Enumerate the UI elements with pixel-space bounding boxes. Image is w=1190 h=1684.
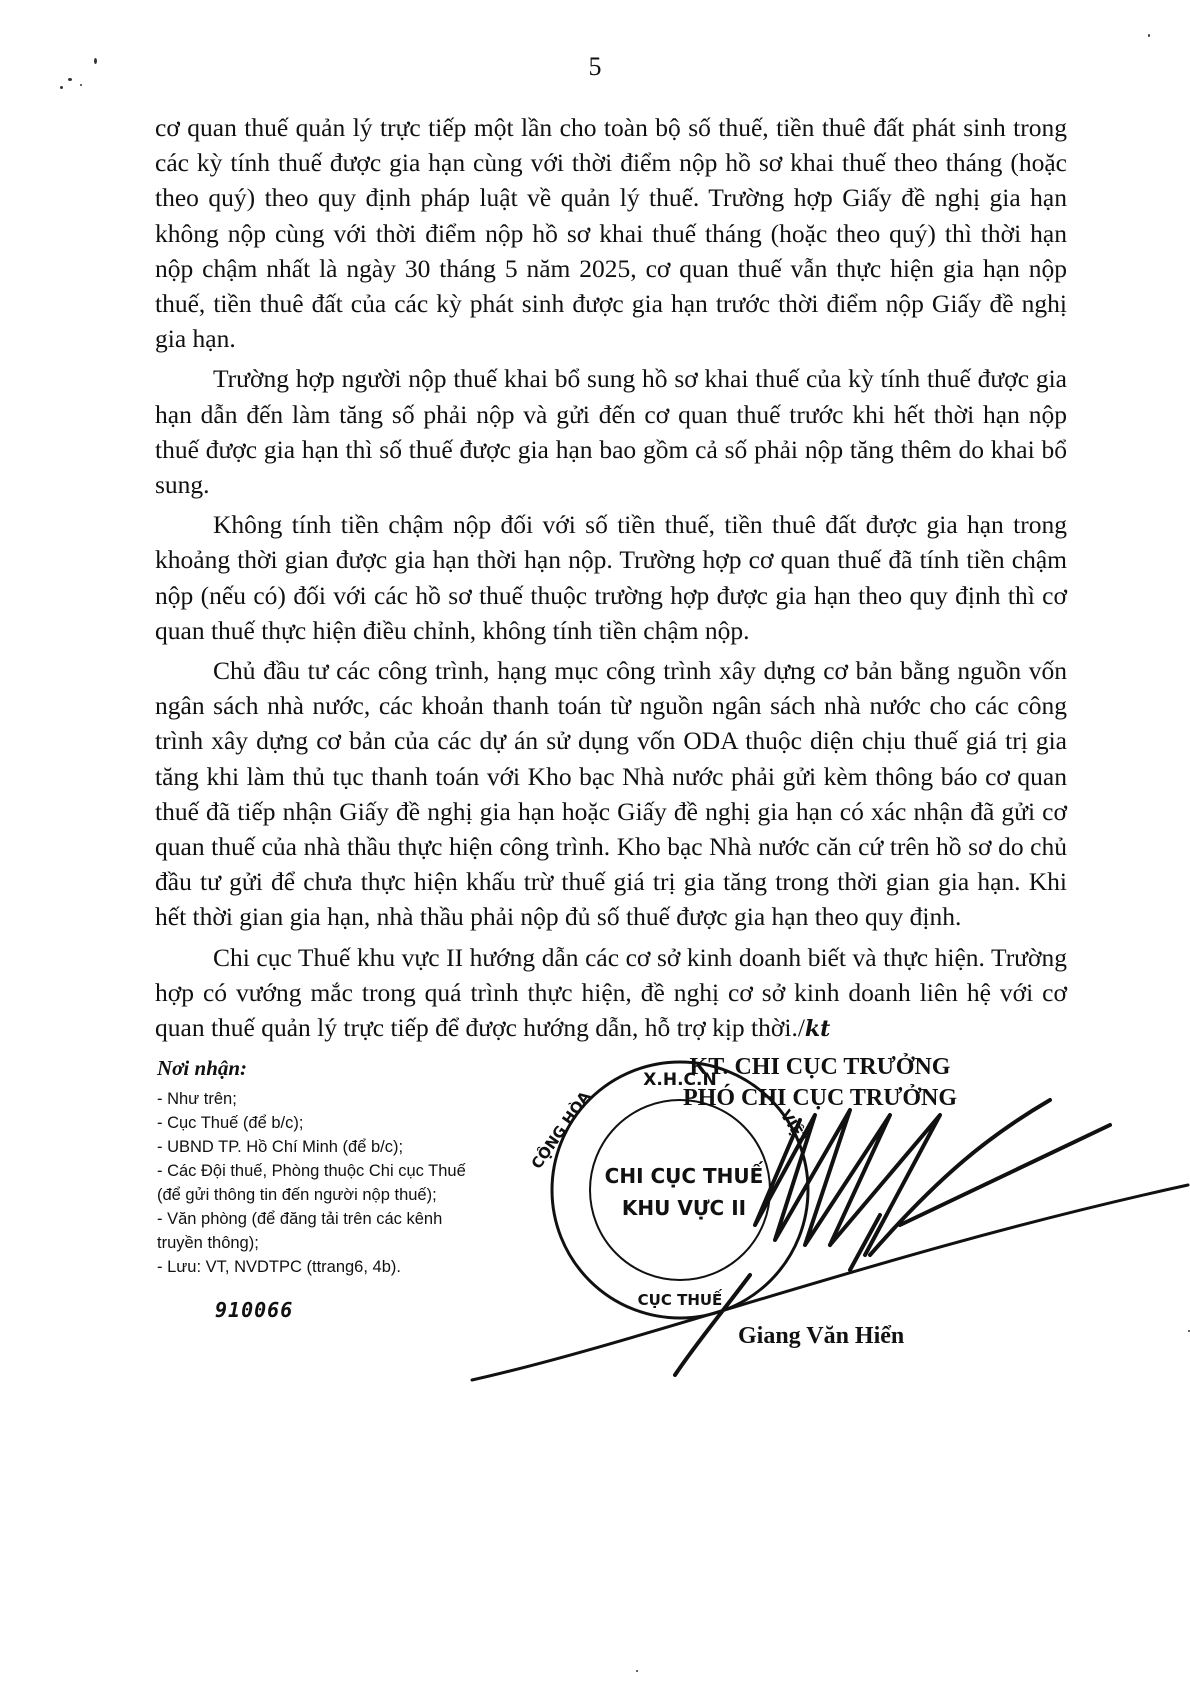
recipient-item: truyền thông); xyxy=(157,1234,259,1252)
stamp-ring-top: X.H.C.N xyxy=(643,1070,717,1090)
stamp-ring-left: CỘNG HÒA xyxy=(527,1087,595,1173)
paragraph-5 xyxy=(155,940,1067,1048)
recipient-item: - Như trên; xyxy=(157,1090,237,1108)
paragraph-4: Chủ đầu tư các công trình, hạng mục công trình xây dựng cơ bản bằng nguồn vốn ngân sách nhà nước, các khoản thanh toán từ nguồn ngân sách nhà nước cho các công trình xây dựng cơ bản của các dự án sử dụng vốn ODA thuộc diện chịu thuế giá trị gia tăng khi làm thủ tục thanh toán với Kho bạc Nhà nước phải gửi kèm thông báo cơ quan thuế đã tiếp nhận Giấy đề nghị gia hạn hoặc Giấy đề nghị gia hạn có xác nhận đã gửi cơ quan thuế của nhà thầu thực hiện công trình. Kho bạc Nhà nước căn cứ trên hồ sơ do chủ đầu tư gửi để chưa thực hiện khấu trừ thuế giá trị gia tăng trong thời gian gia hạn. Khi hết thời gian gia hạn, nhà thầu phải nộp đủ số thuế được gia hạn theo quy định. xyxy=(155,656,1067,932)
recipient-item: - UBND TP. Hồ Chí Minh (để b/c); xyxy=(157,1138,404,1156)
handwritten-reference-code: 910066 xyxy=(215,1298,294,1322)
recipient-item: - Lưu: VT, NVDTPC (ttrang6, 4b). xyxy=(157,1258,401,1276)
stamp-center-line-2: KHU VỰC II xyxy=(621,1196,747,1220)
recipient-item: - Cục Thuế (để b/c); xyxy=(157,1114,304,1132)
paragraph-3: Không tính tiền chậm nộp đối với số tiền thuế, tiền thuê đất được gia hạn trong khoảng thời gian được gia hạn thời hạn nộp. Trường hợp cơ quan thuế đã tính tiền chậm nộp (nếu có) đối với các hồ sơ thuế thuộc trường hợp được gia hạn theo quy định thì cơ quan thuế thực hiện điều chỉnh, không tính tiền chậm nộp. xyxy=(155,510,1067,645)
scan-speck xyxy=(60,86,63,89)
signer-name: Giang Văn Hiển xyxy=(738,1323,905,1349)
recipient-item: - Văn phòng (để đăng tải trên các kênh xyxy=(157,1210,443,1228)
recipient-item: - Các Đội thuế, Phòng thuộc Chi cục Thuế xyxy=(157,1162,466,1180)
recipients-title: Nơi nhận: xyxy=(157,1056,248,1080)
stamp-ring-bottom: CỤC THUẾ xyxy=(637,1291,723,1309)
paragraph-1: cơ quan thuế quản lý trực tiếp một lần cho toàn bộ số thuế, tiền thuê đất phát sinh trong các kỳ tính thuế được gia hạn cùng với thời điểm nộp hồ sơ khai thuế theo tháng (hoặc theo quý) theo quy định pháp luật về quản lý thuế. Trường hợp Giấy đề nghị gia hạn không nộp cùng với thời điểm nộp hồ sơ khai thuế tháng (hoặc theo quý) thì thời hạn nộp chậm nhất là ngày 30 tháng 5 năm 2025, cơ quan thuế vẫn thực hiện gia hạn nộp thuế, tiền thuê đất của các kỳ phát sinh được gia hạn trước thời điểm nộp Giấy đề nghị gia hạn. xyxy=(155,113,1067,354)
signature-title-line-1: KT. CHI CỤC TRƯỞNG xyxy=(689,1054,951,1080)
signature-title-line-2: PHÓ CHI CỤC TRƯỞNG xyxy=(682,1085,957,1111)
scan-speck xyxy=(80,84,82,86)
scan-speck xyxy=(636,1670,638,1672)
paragraph-2: Trường hợp người nộp thuế khai bổ sung hồ sơ khai thuế của kỳ tính thuế được gia hạn dẫn đến làm tăng số phải nộp và gửi đến cơ quan thuế trước khi hết thời hạn nộp thuế được gia hạn thì số thuế được gia hạn bao gồm cả số phải nộp tăng thêm do khai bổ sung. xyxy=(155,364,1067,500)
recipient-item: (để gửi thông tin đến người nộp thuế); xyxy=(157,1186,437,1204)
initials-mark: kt xyxy=(804,1016,831,1043)
scan-speck xyxy=(1148,34,1150,37)
document-body xyxy=(155,110,1067,1052)
page-number: 5 xyxy=(588,52,602,81)
paragraph-5-text: Chi cục Thuế khu vực II hướng dẫn các cơ sở kinh doanh biết và thực hiện. Trường hợp có vướng mắc trong quá trình thực hiện, đề nghị cơ sở kinh doanh liên hệ với cơ quan thuế quản lý trực tiếp để được hướng dẫn, hỗ trợ kịp thời./ xyxy=(155,942,1067,1043)
stamp-center-line-1: CHI CỤC THUẾ xyxy=(604,1164,764,1188)
stamp-ring-right: VIỆT xyxy=(776,1106,812,1149)
